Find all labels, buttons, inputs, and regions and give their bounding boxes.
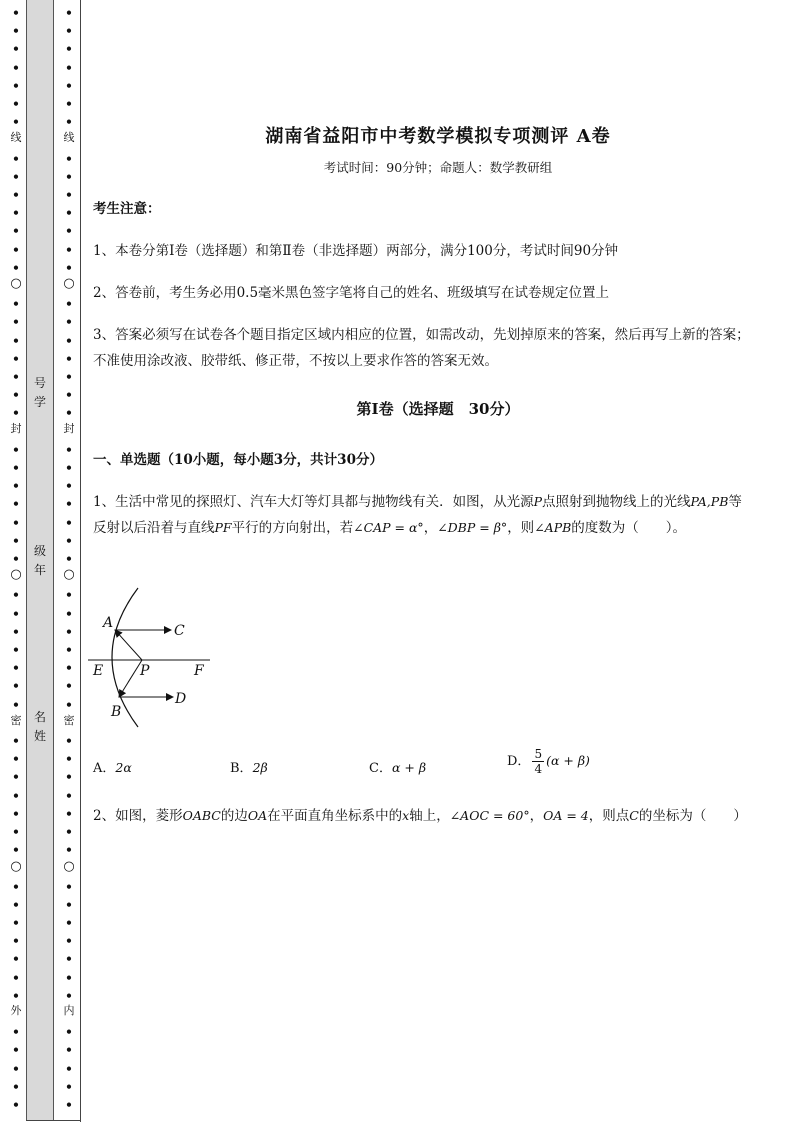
choice-b[interactable] [230, 757, 268, 776]
outer-dot: • [12, 880, 20, 894]
q1-text-6: 的度数为（ ）。 [571, 520, 687, 536]
part-heading: 一、单选题（10小题，每小题3分，共计30分） [93, 452, 383, 468]
outer-dot: • [12, 971, 20, 985]
inner-dot: • [65, 406, 73, 420]
q1-text-5: ，则 [507, 520, 535, 536]
choice-d-denominator: 4 [534, 762, 543, 776]
inner-dot: • [65, 516, 73, 530]
q1-text-2: 点照射到抛物线上的光线 [542, 494, 691, 510]
parabola-figure [88, 585, 218, 730]
outer-dot: • [12, 188, 20, 202]
outer-dot: • [12, 516, 20, 530]
exam-title: 湖南省益阳市中考数学模拟专项测评 A卷 [265, 126, 611, 147]
outer-dot: • [12, 770, 20, 784]
outer-dot: • [12, 698, 20, 712]
outer-dot: • [12, 952, 20, 966]
inner-dot: • [65, 843, 73, 857]
q1-text-4: 平行的方向射出，若 [231, 520, 354, 536]
outer-circle-mark-1: ○ [10, 276, 22, 291]
label-c: C [174, 623, 185, 639]
q1-choices [93, 747, 753, 787]
outer-dot: • [12, 497, 20, 511]
inner-seal-label-3: 密 [63, 714, 75, 727]
inner-dot: • [65, 1062, 73, 1076]
outer-dot: • [12, 388, 20, 402]
inner-dot: • [65, 934, 73, 948]
inner-dot: • [65, 661, 73, 675]
outer-dot: • [12, 1080, 20, 1094]
inner-dot: • [65, 370, 73, 384]
ray-pa [115, 630, 142, 660]
outer-dot: • [12, 224, 20, 238]
binding-gray-band [26, 0, 54, 1120]
inner-dot: • [65, 42, 73, 56]
inner-dot: • [65, 534, 73, 548]
outer-dot: • [12, 752, 20, 766]
outer-dot: • [12, 679, 20, 693]
outer-dot: • [12, 1098, 20, 1112]
outer-dot: • [12, 588, 20, 602]
name-label-char-2: 姓 [33, 729, 46, 743]
q1-sep: ， [423, 520, 438, 536]
inner-dot: • [65, 1043, 73, 1057]
outer-dot: • [12, 934, 20, 948]
q1-angle-apb: ∠APB [534, 520, 572, 535]
binding-margin [0, 0, 82, 1123]
q2-text-5: ，则点 [588, 808, 630, 824]
outer-dot: • [12, 61, 20, 75]
inner-dot: • [65, 261, 73, 275]
inner-dot: • [65, 243, 73, 257]
choice-c-label: C． [369, 761, 392, 776]
inner-dot: • [65, 224, 73, 238]
outer-dot: • [12, 898, 20, 912]
q1-text-1: 1、生活中常见的探照灯、汽车大灯等灯具都与抛物线有关．如图，从光源 [93, 494, 534, 510]
binding-rule-bottom [26, 1120, 81, 1121]
outer-dot: • [12, 807, 20, 821]
inner-dot: • [65, 789, 73, 803]
q2-angle-aoc: ∠AOC = 60° [449, 808, 530, 823]
q2-text-4: 轴上， [409, 808, 450, 824]
q2-text-1: 2、如图，菱形 [93, 808, 183, 824]
q2-text-3: 在平面直角坐标系中的 [267, 808, 403, 824]
inner-dot: • [65, 188, 73, 202]
outer-dot: • [12, 1043, 20, 1057]
outer-dot: • [12, 334, 20, 348]
outer-dot: • [12, 297, 20, 311]
inner-dot: • [65, 770, 73, 784]
choice-c[interactable] [369, 757, 426, 776]
student-id-label-char-1: 号 [33, 376, 46, 390]
choice-b-value: 2β [252, 760, 268, 775]
choice-a-value: 2α [115, 760, 132, 775]
label-e: E [93, 663, 104, 679]
name-label-char-1: 名 [33, 710, 46, 724]
q1-rays: PA,PB [690, 494, 729, 509]
outer-dot: • [12, 42, 20, 56]
outer-dot: • [12, 6, 20, 20]
label-p: P [140, 663, 150, 679]
outer-seal-label-2: 封 [10, 422, 22, 435]
outer-dot: • [12, 625, 20, 639]
outer-dot: • [12, 1062, 20, 1076]
outer-dot: • [12, 97, 20, 111]
outer-dot: • [12, 206, 20, 220]
outer-circle-mark-3: ○ [10, 859, 22, 874]
q2-text-6: 的坐标为（ ） [638, 808, 747, 824]
choice-b-label: B． [230, 761, 253, 776]
inner-seal-label-1: 线 [63, 131, 75, 144]
inner-dot: • [65, 79, 73, 93]
q2-x-axis: x [402, 808, 410, 823]
inner-dot: • [65, 152, 73, 166]
outer-dot: • [12, 989, 20, 1003]
inner-dot: • [65, 352, 73, 366]
outer-dot: • [12, 843, 20, 857]
inner-dot: • [65, 1025, 73, 1039]
inner-dot: • [65, 734, 73, 748]
outer-dot: • [12, 534, 20, 548]
inner-dot: • [65, 952, 73, 966]
question-1 [93, 489, 753, 541]
outer-seal-label-3: 密 [10, 714, 22, 727]
inner-dot: • [65, 97, 73, 111]
binding-rule [80, 0, 81, 1122]
inner-dot: • [65, 807, 73, 821]
inner-dot: • [65, 443, 73, 457]
notice-item-1: 1、本卷分第I卷（选择题）和第Ⅱ卷（非选择题）两部分，满分100分，考试时间90分钟 [93, 243, 619, 259]
q1-point-p: P [533, 494, 543, 509]
student-id-label-char-2: 学 [33, 395, 46, 409]
inner-circle-mark-1: ○ [63, 276, 75, 291]
outer-dot: • [12, 825, 20, 839]
inner-circle-mark-3: ○ [63, 859, 75, 874]
inner-dot: • [65, 334, 73, 348]
choice-d[interactable] [507, 747, 590, 776]
choice-d-label: D． [507, 754, 531, 769]
outer-seal-label-4: 外 [10, 1004, 22, 1017]
inner-dot: • [65, 643, 73, 657]
outer-dot: • [12, 461, 20, 475]
grade-label-char-1: 级 [33, 544, 46, 558]
inner-dot: • [65, 297, 73, 311]
outer-dot: • [12, 170, 20, 184]
outer-dot: • [12, 261, 20, 275]
notice-heading: 考生注意： [93, 201, 161, 217]
q1-line-pf: PF [214, 520, 232, 535]
inner-dot: • [65, 115, 73, 129]
outer-dot: • [12, 607, 20, 621]
outer-dot: • [12, 152, 20, 166]
inner-dot: • [65, 61, 73, 75]
question-2 [93, 803, 753, 829]
inner-dot: • [65, 698, 73, 712]
outer-dot: • [12, 789, 20, 803]
inner-dot: • [65, 971, 73, 985]
outer-dot: • [12, 352, 20, 366]
ray-pb [119, 660, 142, 697]
inner-dot: • [65, 916, 73, 930]
outer-seal-label-1: 线 [10, 131, 22, 144]
inner-dot: • [65, 825, 73, 839]
outer-dot: • [12, 916, 20, 930]
inner-seal-label-2: 封 [63, 422, 75, 435]
notice-item-2: 2、答卷前，考生务必用0.5毫米黑色签字笔将自己的姓名、班级填写在试卷规定位置上 [93, 285, 610, 301]
q1-angle-dbp: ∠DBP = β° [437, 520, 508, 535]
choice-a-label: A． [93, 761, 116, 776]
outer-dot: • [12, 115, 20, 129]
grade-label-char-2: 年 [33, 563, 46, 577]
outer-dot: • [12, 734, 20, 748]
q2-sep: ， [529, 808, 544, 824]
q2-point-c: C [629, 808, 639, 823]
q1-angle-cap: ∠CAP = α° [353, 520, 424, 535]
inner-dot: • [65, 479, 73, 493]
inner-dot: • [65, 752, 73, 766]
q2-text-2: 的边 [220, 808, 248, 824]
choice-c-value: α + β [391, 760, 427, 775]
outer-dot: • [12, 552, 20, 566]
notice-item-3: 3、答案必须写在试卷各个题目指定区域内相应的位置，如需改动，先划掉原来的答案，然后再写上新的答案；不准使用涂改液、胶带纸、修正带，不按以上要求作答的答案无效。 [93, 327, 750, 369]
label-d: D [175, 691, 187, 707]
choice-d-fraction [532, 747, 544, 776]
inner-dot: • [65, 170, 73, 184]
choice-d-value: (α + β) [546, 753, 590, 768]
outer-dot: • [12, 479, 20, 493]
inner-dot: • [65, 679, 73, 693]
inner-seal-label-4: 内 [63, 1004, 75, 1017]
outer-dot: • [12, 243, 20, 257]
label-b: B [111, 704, 122, 720]
inner-dot: • [65, 24, 73, 38]
inner-dot: • [65, 461, 73, 475]
q1-text-3: 等反射以后沿着与直线 [93, 494, 742, 536]
inner-dot: • [65, 1098, 73, 1112]
q2-length-oa: OA = 4 [543, 808, 589, 823]
outer-dot: • [12, 79, 20, 93]
inner-dot: • [65, 497, 73, 511]
inner-dot: • [65, 1080, 73, 1094]
q2-side-oa: OA [247, 808, 268, 823]
inner-circle-mark-2: ○ [63, 567, 75, 582]
label-a: A [103, 615, 114, 631]
inner-dot: • [65, 625, 73, 639]
inner-dot: • [65, 588, 73, 602]
outer-dot: • [12, 643, 20, 657]
choice-d-numerator: 5 [534, 747, 543, 761]
inner-dot: • [65, 315, 73, 329]
section-title: 第I卷（选择题 30分） [356, 400, 520, 418]
outer-dot: • [12, 661, 20, 675]
outer-dot: • [12, 24, 20, 38]
inner-dot: • [65, 898, 73, 912]
inner-dot: • [65, 880, 73, 894]
outer-circle-mark-2: ○ [10, 567, 22, 582]
q2-rhombus: OABC [182, 808, 221, 823]
outer-dot: • [12, 1025, 20, 1039]
outer-dot: • [12, 443, 20, 457]
exam-subtitle: 考试时间：90分钟；命题人：数学教研组 [323, 160, 553, 175]
outer-dot: • [12, 406, 20, 420]
outer-dot: • [12, 370, 20, 384]
inner-dot: • [65, 206, 73, 220]
outer-dot: • [12, 315, 20, 329]
inner-dot: • [65, 552, 73, 566]
label-f: F [194, 663, 204, 679]
inner-dot: • [65, 607, 73, 621]
inner-dot: • [65, 6, 73, 20]
choice-a[interactable] [93, 757, 132, 776]
inner-dot: • [65, 989, 73, 1003]
inner-dot: • [65, 388, 73, 402]
